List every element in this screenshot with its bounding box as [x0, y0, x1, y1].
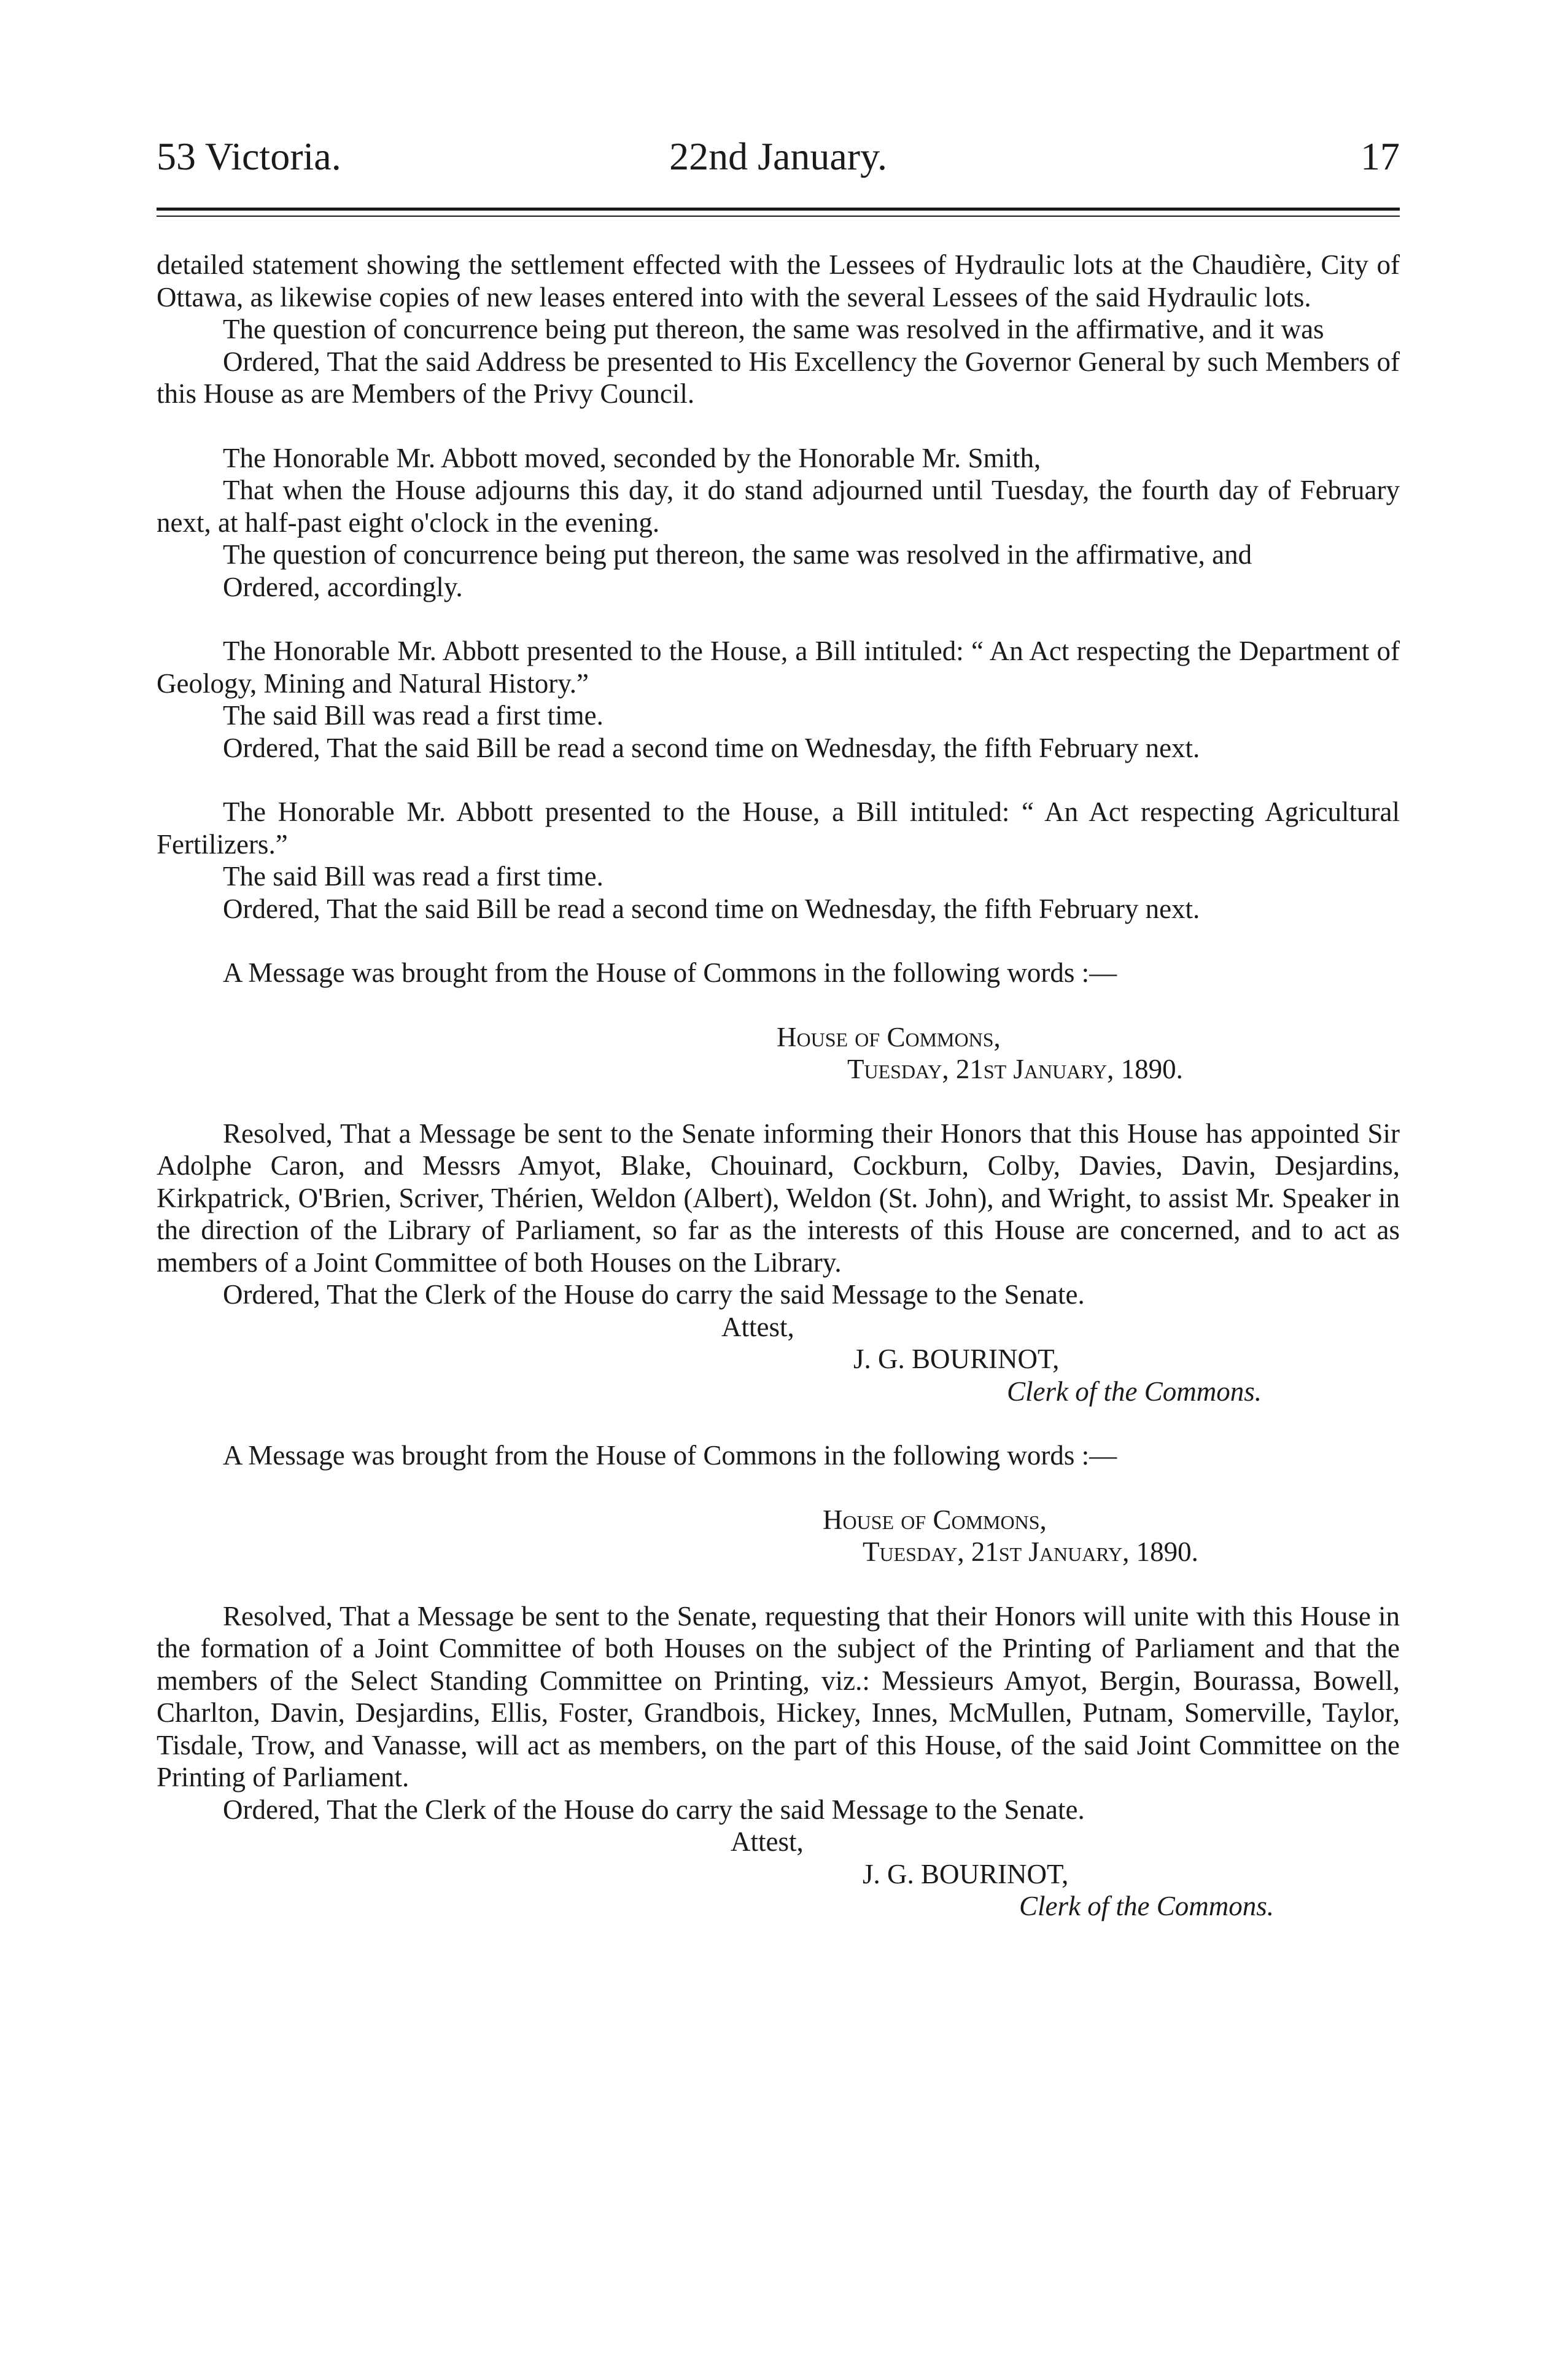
header-rule-thick — [157, 208, 1400, 211]
paragraph: Resolved, That a Message be sent to the Senate, requesting that their Honors will unite with this House in the formation of a Joint Committee of both Houses on the subject of the Printing of Parliament and that the members of the Select Standing Committee on Printing, viz.: Messieurs Amyot, Bergin, Bourassa, Bowell, Charlton, Davin, Desjardins, Ellis, Foster, Grandbois, Hickey, Innes, McMullen, Putnam, Somerville, Taylor, Tisdale, Trow, and Vanasse, will act as members, on the part of this House, of the said Joint Committee on the Printing of Parliament. — [157, 1600, 1400, 1792]
paragraph: Ordered, That the said Bill be read a second time on Wednesday, the fifth February next. — [223, 893, 1200, 924]
paragraph: The said Bill was read a first time. — [223, 700, 604, 731]
paragraph: The Honorable Mr. Abbott moved, seconded by the Honorable Mr. Smith, — [223, 442, 1041, 473]
signature-title: Clerk of the Commons. — [1007, 1376, 1262, 1407]
paragraph: Ordered, That the said Address be presented to His Excellency the Governor General by such Members of this House as are Members of the Privy Council. — [157, 346, 1400, 409]
paragraph: The question of concurrence being put thereon, the same was resolved in the affirmative, and it was — [223, 314, 1324, 344]
header-rule-thin — [157, 216, 1400, 217]
attest-label: Attest, — [731, 1826, 804, 1857]
message-house-heading: House of Commons, — [823, 1504, 1047, 1535]
message-house-heading: House of Commons, — [777, 1021, 1001, 1053]
signature: J. G. BOURINOT, — [853, 1344, 1060, 1374]
journal-page — [157, 123, 1400, 1923]
paragraph: Ordered, That the said Bill be read a second time on Wednesday, the fifth February next. — [223, 732, 1200, 763]
page-body — [157, 249, 1400, 1923]
message-date: Tuesday, 21st January, 1890. — [847, 1054, 1183, 1084]
signature-title: Clerk of the Commons. — [1019, 1891, 1274, 1921]
paragraph: The Honorable Mr. Abbott presented to the House, a Bill intituled: “ An Act respecting Agricultural Fertilizers.” — [157, 796, 1400, 860]
page-header — [157, 123, 1400, 190]
attest-label: Attest, — [721, 1311, 794, 1342]
signature: J. G. BOURINOT, — [863, 1858, 1069, 1889]
paragraph: The question of concurrence being put thereon, the same was resolved in the affirmative, and — [223, 539, 1252, 570]
paragraph: The Honorable Mr. Abbott presented to the House, a Bill intituled: “ An Act respecting the Department of Geology, Mining and Natural History.” — [157, 636, 1400, 699]
paragraph: That when the House adjourns this day, it do stand adjourned until Tuesday, the fourth day of February next, at half-past eight o'clock in the evening. — [157, 475, 1400, 538]
paragraph: Ordered, That the Clerk of the House do carry the said Message to the Senate. — [223, 1279, 1085, 1310]
paragraph: Resolved, That a Message be sent to the Senate informing their Honors that this House has appointed Sir Adolphe Caron, and Messrs Amyot, Blake, Chouinard, Cockburn, Colby, Davies, Davin, Desjardins, Kirkpatrick, O'Brien, Scriver, Thérien, Weldon (Albert), Weldon (St. John), and Wright, to assist Mr. Speaker in the direction of the Library of Parliament, so far as the interests of this House are concerned, and to act as members of a Joint Committee of both Houses on the Library. — [157, 1118, 1400, 1278]
paragraph: detailed statement showing the settlement effected with the Lessees of Hydraulic lots at the Chaudière, City of Ottawa, as likewise copies of new leases entered into with the several Lessees of the said Hydraulic lots. — [157, 249, 1400, 313]
header-session: 53 Victoria. — [157, 134, 341, 178]
message-intro: A Message was brought from the House of Commons in the following words :— — [223, 1440, 1117, 1471]
paragraph: Ordered, accordingly. — [223, 571, 463, 602]
message-date: Tuesday, 21st January, 1890. — [863, 1536, 1198, 1567]
paragraph: The said Bill was read a first time. — [223, 861, 604, 892]
page-number: 17 — [1360, 134, 1400, 178]
paragraph: Ordered, That the Clerk of the House do carry the said Message to the Senate. — [223, 1794, 1085, 1825]
message-intro: A Message was brought from the House of Commons in the following words :— — [223, 957, 1117, 988]
header-date: 22nd January. — [669, 134, 887, 178]
